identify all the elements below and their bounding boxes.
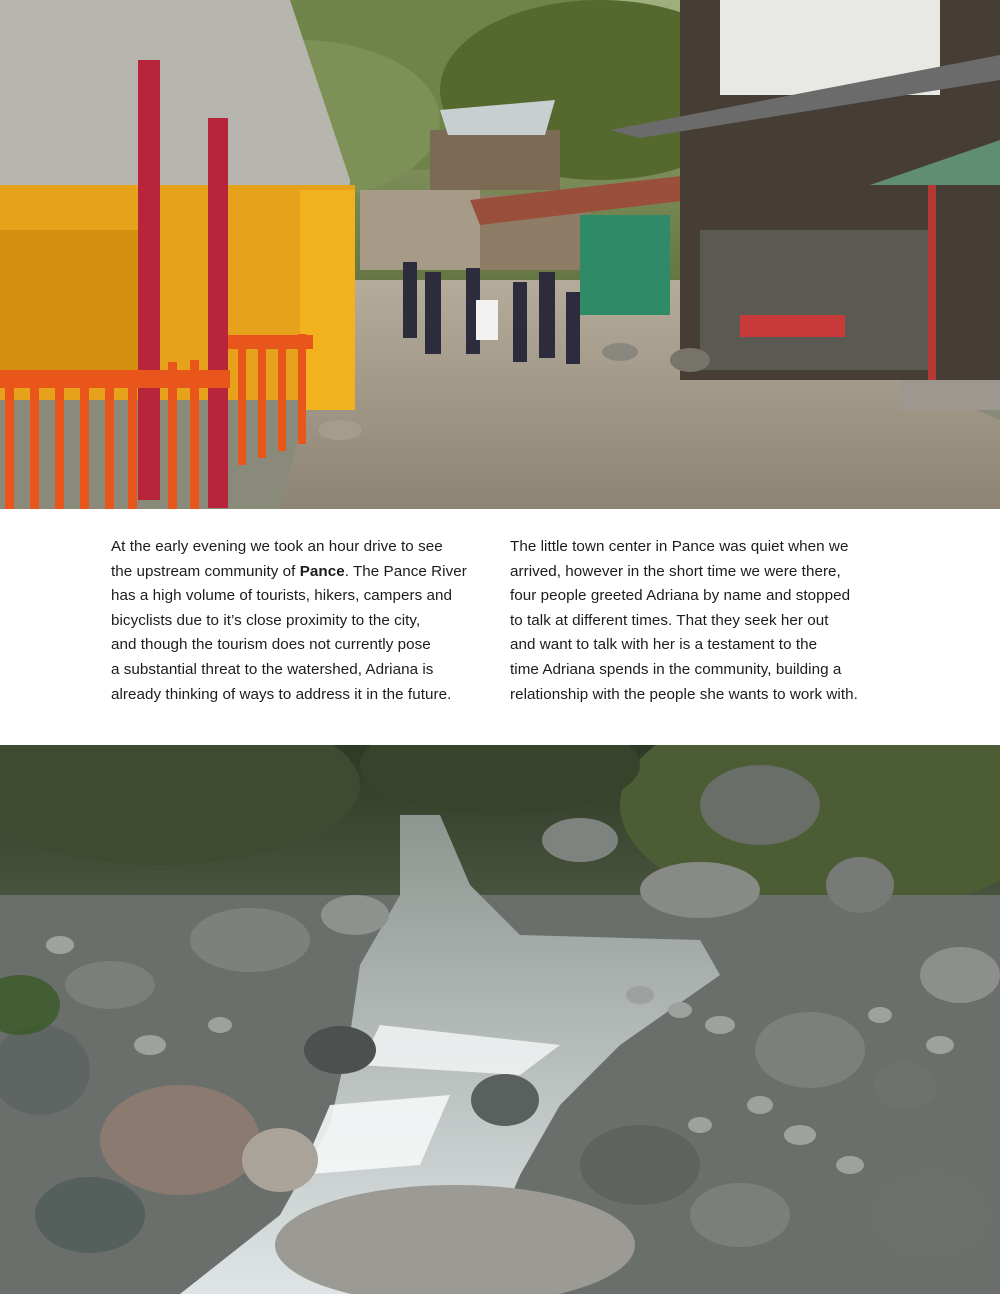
village-street-illustration <box>0 0 1000 509</box>
river-illustration <box>0 745 1000 1294</box>
article-text-section <box>0 509 1000 745</box>
text-line: a substantial threat to the watershed, Adriana is <box>111 660 434 678</box>
text-line: time Adriana spends in the community, building a <box>510 660 842 678</box>
text-line: already thinking of ways to address it in the future. <box>111 685 452 703</box>
text-line: has a high volume of tourists, hikers, campers and <box>111 587 453 605</box>
text-line: and want to talk with her is a testament to the <box>510 636 818 654</box>
text-line: four people greeted Adriana by name and stopped <box>510 587 851 605</box>
text-fragment: the upstream community of <box>111 562 300 580</box>
text-line: and though the tourism does not currently pose <box>111 636 431 654</box>
text-line: arrived, however in the short time we were there, <box>510 562 841 580</box>
river-photo <box>0 745 1000 1294</box>
village-street-photo <box>0 0 1000 509</box>
article-column-left <box>111 535 491 707</box>
article-column-right <box>510 535 890 707</box>
text-line: to talk at different times. That they seek her out <box>510 611 829 629</box>
text-line: At the early evening we took an hour drive to see <box>111 538 443 555</box>
text-line: The little town center in Pance was quiet when we <box>510 538 849 555</box>
text-line <box>111 560 491 585</box>
text-fragment: . The Pance River <box>344 562 467 580</box>
place-name-emphasis: Pance <box>299 562 345 580</box>
text-line: relationship with the people she wants to work with. <box>510 685 858 703</box>
text-line: bicyclists due to it’s close proximity to the city, <box>111 611 421 629</box>
